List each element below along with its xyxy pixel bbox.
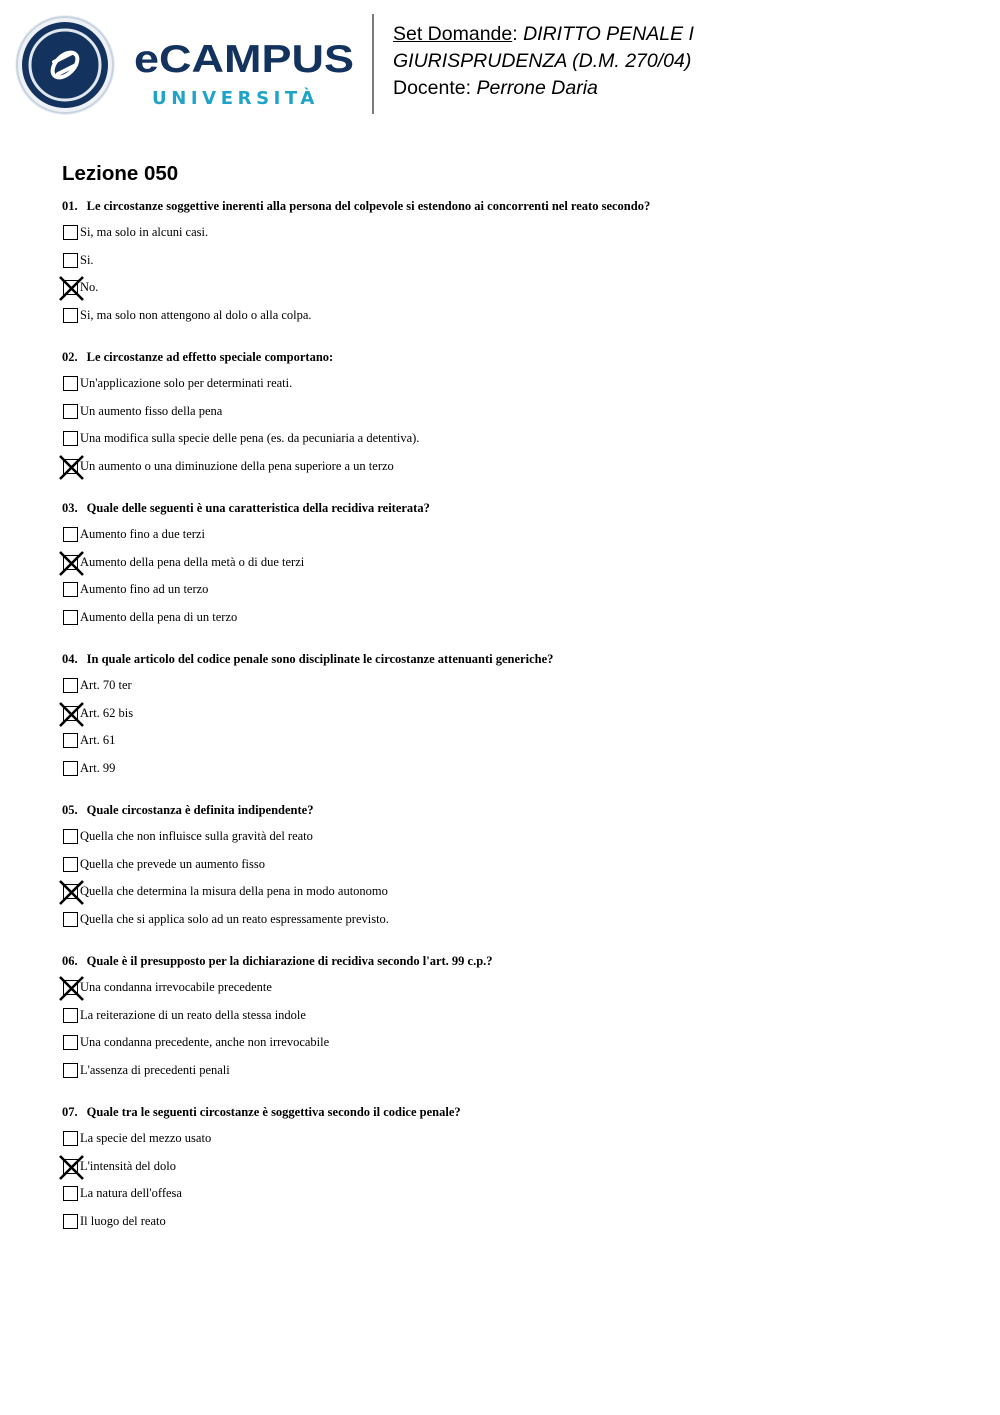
answer-option[interactable]: [62, 705, 942, 723]
checkbox[interactable]: [63, 884, 78, 899]
answer-option[interactable]: [62, 375, 942, 393]
course-name: DIRITTO PENALE I: [523, 23, 694, 45]
course-header: [393, 21, 694, 102]
checkbox[interactable]: [63, 761, 78, 776]
checkbox[interactable]: [63, 678, 78, 693]
question-text: [62, 500, 430, 516]
question-body: In quale articolo del codice penale sono disciplinate le circostanze attenuanti generiche?: [86, 652, 554, 666]
checkbox[interactable]: [63, 376, 78, 391]
checkbox[interactable]: [63, 225, 78, 240]
checkbox[interactable]: [63, 829, 78, 844]
checkbox[interactable]: [63, 253, 78, 268]
option-label: Art. 70 ter: [80, 678, 132, 692]
option-label: La reiterazione di un reato della stessa indole: [80, 1007, 306, 1022]
option-label: Aumento fino a due terzi: [80, 527, 205, 541]
teacher-label: Docente: [393, 77, 466, 99]
question-text: [62, 953, 493, 969]
question-number: 06.: [62, 954, 78, 968]
option-label: Si, ma solo non attengono al dolo o alla colpa.: [80, 307, 312, 322]
answer-option[interactable]: [62, 279, 942, 297]
question-text: [62, 802, 313, 818]
ecampus-logo-wordmark: [134, 38, 356, 78]
answer-option[interactable]: [62, 760, 942, 778]
question-text: [62, 651, 553, 667]
option-label: Quella che si applica solo ad un reato espressamente previsto.: [80, 911, 389, 926]
answer-option[interactable]: [62, 911, 942, 929]
answer-option[interactable]: [62, 1007, 942, 1025]
option-label: Una condanna irrevocabile precedente: [80, 980, 272, 994]
question-body: Le circostanze soggettive inerenti alla persona del colpevole si estendono ai concorrenti nel reato secondo?: [86, 199, 651, 213]
answer-option[interactable]: [62, 554, 942, 572]
set-colon: :: [512, 23, 524, 45]
question-text: [62, 1104, 461, 1120]
answer-option[interactable]: [62, 1130, 942, 1148]
option-label: L'assenza di precedenti penali: [80, 1062, 230, 1077]
checkbox[interactable]: [63, 308, 78, 323]
checkbox[interactable]: [63, 857, 78, 872]
option-label: Si.: [80, 252, 94, 267]
question-text: [62, 349, 333, 365]
checkbox[interactable]: [63, 733, 78, 748]
checkbox[interactable]: [63, 404, 78, 419]
option-label: Aumento fino ad un terzo: [80, 582, 209, 597]
checkbox[interactable]: [63, 459, 78, 474]
checkbox[interactable]: [63, 1186, 78, 1201]
question-body: Quale circostanza è definita indipendente?: [86, 803, 314, 817]
checkbox[interactable]: [63, 980, 78, 995]
answer-option[interactable]: [62, 1158, 942, 1176]
checkbox[interactable]: [63, 1035, 78, 1050]
answer-option[interactable]: [62, 1034, 942, 1052]
question-body: Quale delle seguenti è una caratteristica della recidiva reiterata?: [86, 501, 430, 515]
question-text: [62, 198, 650, 214]
header-divider: [372, 14, 374, 114]
answer-option[interactable]: [62, 430, 942, 448]
checkbox[interactable]: [63, 527, 78, 542]
option-label: Quella che prevede un aumento fisso: [80, 856, 266, 871]
course-line-1: [393, 21, 694, 48]
option-label: L'intensità del dolo: [80, 1158, 176, 1173]
answer-option[interactable]: [62, 856, 942, 874]
answer-option[interactable]: [62, 458, 942, 476]
option-label: No.: [80, 280, 99, 295]
teacher-colon: :: [465, 77, 477, 99]
answer-option[interactable]: [62, 581, 942, 599]
option-label: Una modifica sulla specie delle pena (es. da pecuniaria a detentiva).: [80, 431, 420, 446]
option-label: Un aumento fisso della pena: [80, 403, 223, 418]
question-body: Quale tra le seguenti circostanze è soggettiva secondo il codice penale?: [86, 1105, 461, 1119]
option-label: La natura dell'offesa: [80, 1186, 182, 1201]
checkbox[interactable]: [63, 280, 78, 295]
answer-option[interactable]: [62, 307, 942, 325]
question-body: Le circostanze ad effetto speciale comportano:: [86, 350, 334, 364]
question-number: 03.: [62, 501, 78, 515]
option-label: Il luogo del reato: [80, 1213, 166, 1228]
answer-option[interactable]: [62, 677, 942, 695]
option-label: Art. 99: [80, 760, 116, 775]
logo-subtitle: UNIVERSITÀ: [152, 88, 319, 109]
answer-option[interactable]: [62, 979, 942, 997]
option-label: Una condanna precedente, anche non irrevocabile: [80, 1035, 330, 1050]
option-label: Un'applicazione solo per determinati reati.: [80, 376, 293, 390]
checkbox[interactable]: [63, 610, 78, 625]
answer-option[interactable]: [62, 732, 942, 750]
answer-option[interactable]: [62, 1185, 942, 1203]
answer-option[interactable]: [62, 224, 942, 242]
answer-option[interactable]: [62, 526, 942, 544]
logo-main-text: eCAMPUS: [134, 38, 354, 78]
question-number: 05.: [62, 803, 78, 817]
option-label: Aumento della pena della metà o di due terzi: [80, 554, 305, 569]
option-label: Aumento della pena di un terzo: [80, 609, 238, 624]
teacher-line: [393, 75, 694, 102]
checkbox[interactable]: [63, 582, 78, 597]
option-label: Quella che determina la misura della pena in modo autonomo: [80, 884, 388, 899]
option-label: Si, ma solo in alcuni casi.: [80, 225, 209, 239]
checkbox[interactable]: [63, 431, 78, 446]
option-label: Quella che non influisce sulla gravità del reato: [80, 829, 313, 843]
option-label: Un aumento o una diminuzione della pena superiore a un terzo: [80, 458, 394, 473]
answer-option[interactable]: [62, 1062, 942, 1080]
checkbox[interactable]: [63, 555, 78, 570]
checkbox[interactable]: [63, 1063, 78, 1078]
lesson-title: Lezione 050: [62, 162, 179, 185]
teacher-name: Perrone Daria: [476, 77, 598, 99]
course-degree: GIURISPRUDENZA (D.M. 270/04): [393, 50, 692, 72]
checkbox[interactable]: [63, 1008, 78, 1023]
question-number: 01.: [62, 199, 78, 213]
option-label: Art. 61: [80, 733, 116, 748]
checkbox[interactable]: [63, 912, 78, 927]
checkbox[interactable]: [63, 706, 78, 721]
question-body: Quale è il presupposto per la dichiarazione di recidiva secondo l'art. 99 c.p.?: [86, 954, 493, 968]
question-number: 04.: [62, 652, 78, 666]
question-number: 07.: [62, 1105, 78, 1119]
answer-option[interactable]: [62, 609, 942, 627]
checkbox[interactable]: [63, 1131, 78, 1146]
answer-option[interactable]: [62, 828, 942, 846]
answer-option[interactable]: [62, 252, 942, 270]
option-label: Art. 62 bis: [80, 705, 134, 720]
question-number: 02.: [62, 350, 78, 364]
checkbox[interactable]: [63, 1214, 78, 1229]
checkbox[interactable]: [63, 1159, 78, 1174]
set-label: Set Domande: [393, 23, 513, 45]
answer-option[interactable]: [62, 403, 942, 421]
answer-option[interactable]: [62, 883, 942, 901]
option-label: La specie del mezzo usato: [80, 1131, 212, 1145]
ecampus-logo-badge: [14, 14, 116, 116]
answer-option[interactable]: [62, 1213, 942, 1231]
